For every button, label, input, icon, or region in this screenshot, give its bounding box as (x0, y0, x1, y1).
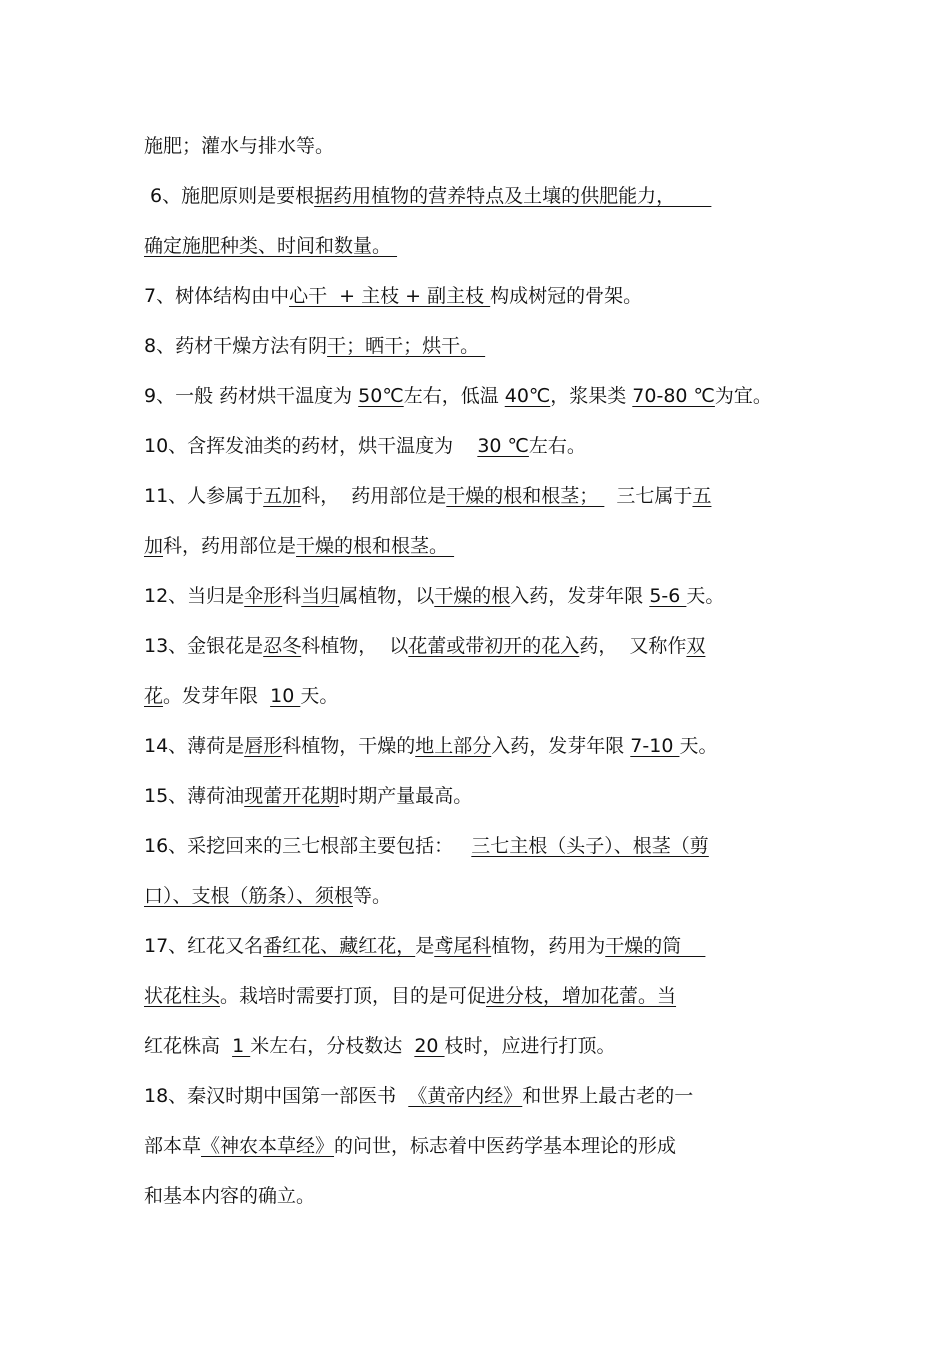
underlined-answer: 干燥的筒 (605, 935, 706, 957)
text-segment: 天。 (679, 735, 718, 757)
text-line-14 (144, 783, 472, 809)
text-segment: 药， 又称作 (579, 635, 687, 657)
text-line-8 (144, 483, 711, 509)
underlined-answer: 1 (232, 1035, 251, 1057)
text-line-18 (144, 983, 676, 1009)
text-segment: 米左右，分枝数达 (250, 1035, 415, 1057)
underlined-answer: 确定施肥种类、时间和数量。 (144, 235, 398, 257)
text-segment: 入药，发芽年限 (491, 735, 631, 757)
underlined-answer: 唇形 (244, 735, 283, 757)
text-segment: ，浆果类 (550, 385, 633, 407)
text-line-1 (144, 133, 334, 159)
underlined-answer: 7-10 (630, 735, 680, 757)
text-segment: 枝时，应进行打顶。 (444, 1035, 616, 1057)
text-segment: 和世界上最古老的一 (522, 1085, 694, 1107)
underlined-answer: 当归 (301, 585, 340, 607)
text-line-11 (144, 633, 705, 659)
text-segment: 科，药用部位是 (163, 535, 297, 557)
text-segment: 左右。 (528, 435, 586, 457)
text-segment: 科植物， 以 (301, 635, 409, 657)
underlined-answer: 口）、支根（筋条）、须根 (144, 885, 354, 907)
underlined-answer: 10 (270, 685, 301, 707)
underlined-answer: 五加 (263, 485, 302, 507)
text-segment: 7、树体结构由中 (144, 285, 290, 307)
text-line-3 (144, 233, 397, 259)
text-line-7 (144, 433, 586, 459)
text-segment: 8、药材干燥方法有阴 (144, 335, 328, 357)
text-segment: 三七属于 (604, 485, 693, 507)
text-line-16 (144, 883, 391, 909)
underlined-answer: 进分枝，增加花蕾。当 (486, 985, 677, 1007)
text-segment: 科， 药用部位是 (301, 485, 447, 507)
text-segment: 构成树冠的骨架。 (490, 285, 643, 307)
text-segment: 和基本内容的确立。 (144, 1185, 316, 1207)
text-segment: 植物，药用为 (491, 935, 606, 957)
underlined-answer: 20 (414, 1035, 445, 1057)
underlined-answer: 五 (692, 485, 712, 507)
text-segment: 属植物，以 (339, 585, 435, 607)
underlined-answer: 加 (144, 535, 164, 557)
text-line-5 (144, 333, 485, 359)
text-segment: 11、人参属于 (144, 485, 264, 507)
underlined-answer: 干燥的根和根茎。 (296, 535, 455, 557)
text-segment: 13、金银花是 (144, 635, 264, 657)
text-line-9 (144, 533, 454, 559)
underlined-answer: 70-80 ℃ (632, 385, 715, 407)
text-line-20 (144, 1083, 693, 1109)
text-segment: 6、施肥原则是要根 (144, 185, 315, 207)
text-line-12 (144, 683, 338, 709)
text-segment: 12、当归是 (144, 585, 245, 607)
text-line-22 (144, 1183, 315, 1209)
text-line-2 (144, 183, 711, 209)
text-segment: 18、秦汉时期中国第一部医书 (144, 1085, 409, 1107)
text-segment: 16、采挖回来的三七根部主要包括： (144, 835, 472, 857)
underlined-answer: 40℃ (504, 385, 551, 407)
underlined-answer: 干；晒干；烘干。 (327, 335, 486, 357)
text-segment: 等。 (353, 885, 392, 907)
underlined-answer: 伞形 (244, 585, 283, 607)
text-line-19 (144, 1033, 616, 1059)
text-line-4 (144, 283, 642, 309)
underlined-answer: 干燥的根 (434, 585, 511, 607)
text-segment: 天。 (686, 585, 725, 607)
text-segment: 的问世，标志着中医药学基本理论的形成 (334, 1135, 677, 1157)
underlined-answer: 三七主根（头子）、根茎（剪 (471, 835, 709, 857)
underlined-answer: 现蕾开花期 (244, 785, 340, 807)
text-segment: 天。 (300, 685, 339, 707)
underlined-answer: 鸢尾科 (434, 935, 492, 957)
underlined-answer: 《神农本草经》 (201, 1135, 335, 1157)
text-segment: 15、薄荷油 (144, 785, 245, 807)
text-segment: 施肥；灌水与排水等。 (144, 135, 335, 157)
underlined-answer: 50℃ (358, 385, 404, 407)
underlined-answer: 状花柱头 (144, 985, 221, 1007)
text-segment: 入药，发芽年限 (510, 585, 650, 607)
text-line-17 (144, 933, 705, 959)
text-line-13 (144, 733, 717, 759)
underlined-answer: 忍冬 (263, 635, 302, 657)
text-segment: 为宜。 (714, 385, 772, 407)
text-line-10 (144, 583, 724, 609)
underlined-answer: 双 (686, 635, 706, 657)
text-line-15 (144, 833, 709, 859)
text-line-6 (144, 383, 772, 409)
underlined-answer: 《黄帝内经》 (408, 1085, 523, 1107)
text-segment: 时期产量最高。 (339, 785, 473, 807)
underlined-answer: 花蕾或带初开的花入 (408, 635, 580, 657)
text-segment: 科植物，干燥的 (282, 735, 416, 757)
underlined-answer: 5-6 (649, 585, 687, 607)
text-segment: 部本草 (144, 1135, 202, 1157)
text-segment: 科 (282, 585, 302, 607)
text-segment: 左右，低温 (403, 385, 505, 407)
underlined-answer: 干燥的根和根茎； (446, 485, 605, 507)
text-line-21 (144, 1133, 676, 1159)
text-segment: 17、红花又名 (144, 935, 264, 957)
underlined-answer: 番红花、藏红花， (263, 935, 416, 957)
text-segment: 红花株高 (144, 1035, 233, 1057)
underlined-answer: 据药用植物的营养特点及土壤的供肥能力， (314, 185, 712, 207)
underlined-answer: 心干 + 主枝 + 副主枝 (289, 285, 491, 307)
underlined-answer: 地上部分 (415, 735, 492, 757)
underlined-answer: 花 (144, 685, 164, 707)
text-segment: 14、薄荷是 (144, 735, 245, 757)
text-segment: 是 (415, 935, 435, 957)
text-segment: 。栽培时需要打顶，目的是可促 (220, 985, 487, 1007)
text-segment: 10、含挥发油类的药材，烘干温度为 (144, 435, 478, 457)
text-segment: 。发芽年限 (163, 685, 271, 707)
underlined-answer: 30 ℃ (477, 435, 529, 457)
text-segment: 9、一般 药材烘干温度为 (144, 385, 359, 407)
